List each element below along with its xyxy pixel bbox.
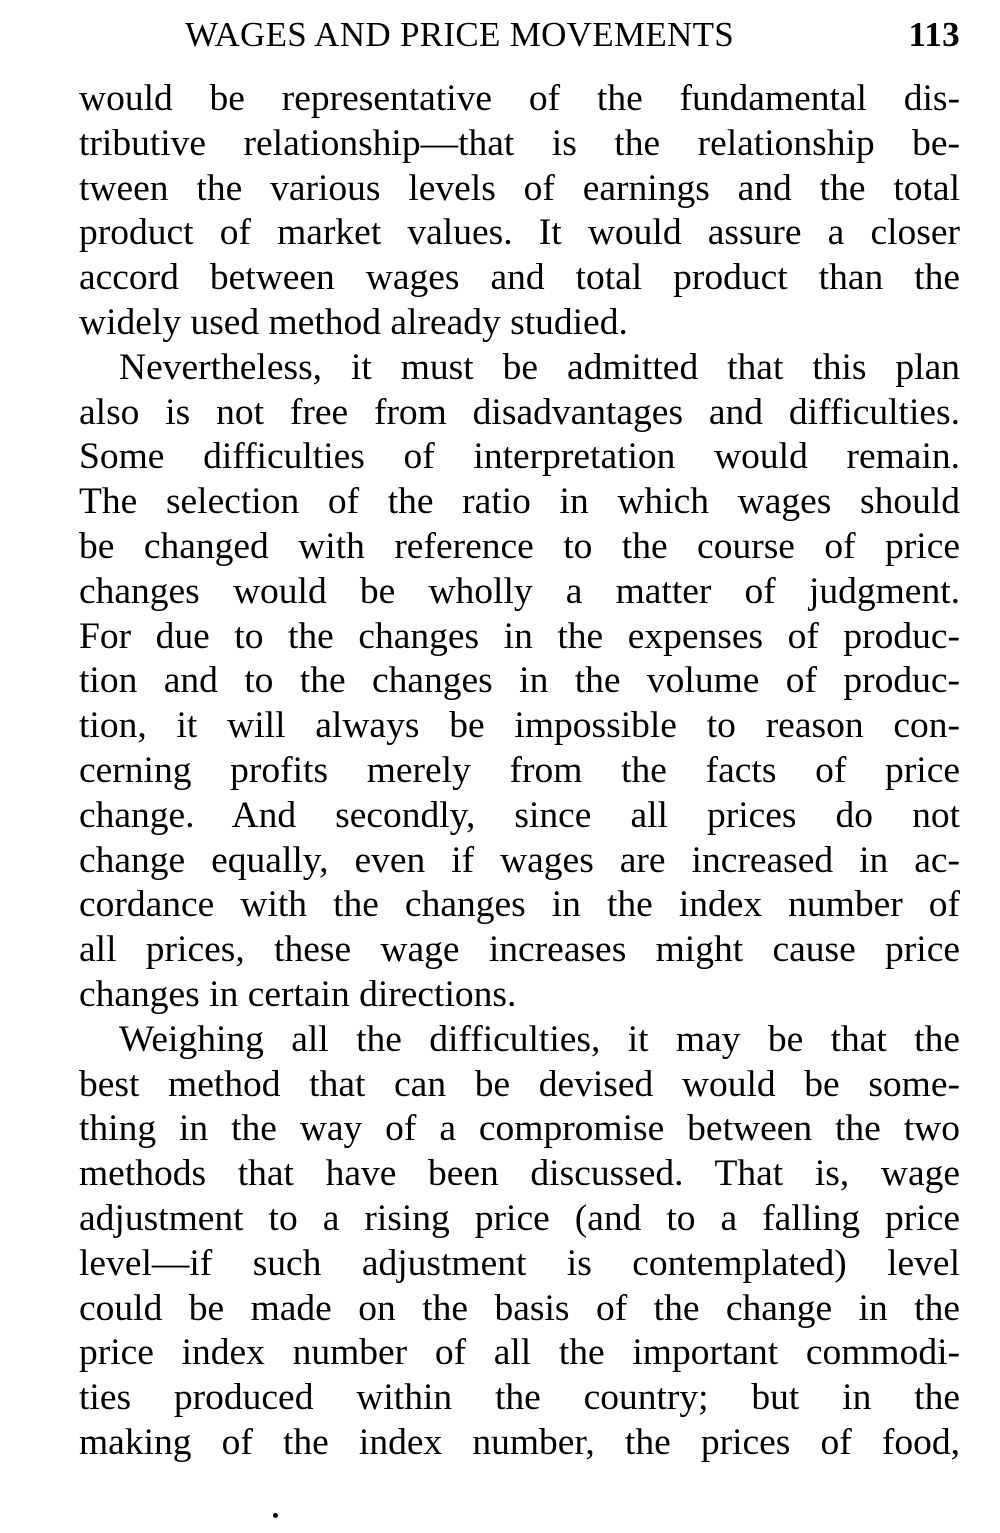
text-line: changes in certain directions. — [79, 973, 517, 1015]
scan-speck — [273, 1513, 278, 1518]
running-head — [185, 10, 960, 60]
text-line: cerning profits merely from the facts of price — [79, 749, 960, 791]
text-line: Nevertheless, it must be admitted that this plan — [119, 346, 960, 388]
text-line: be changed with reference to the course of price — [79, 525, 960, 567]
text-line: also is not free from disadvantages and difficulties. — [79, 391, 960, 433]
text-line: best method that can be devised would be some- — [79, 1063, 960, 1105]
text-line: For due to the changes in the expenses of produc- — [79, 615, 960, 657]
text-line: changes would be wholly a matter of judgment. — [79, 570, 960, 612]
paragraph-2 — [79, 346, 960, 1018]
text-line: tween the various levels of earnings and the total — [79, 167, 960, 209]
text-line: Weighing all the difficulties, it may be that the — [119, 1018, 960, 1060]
text-line: level—if such adjustment is contemplated) level — [79, 1242, 960, 1284]
paragraph-1 — [79, 77, 960, 346]
text-line: all prices, these wage increases might cause price — [79, 929, 960, 971]
text-line: adjustment to a rising price (and to a falling price — [79, 1197, 960, 1239]
text-line: making of the index number, the prices of food, — [79, 1421, 960, 1463]
text-line: change equally, even if wages are increased in ac- — [79, 839, 960, 881]
text-line: product of market values. It would assure a closer — [79, 212, 960, 254]
text-line: tributive relationship—that is the relationship be- — [79, 122, 960, 164]
page-number: 113 — [908, 15, 960, 54]
running-head-title: WAGES AND PRICE MOVEMENTS — [185, 15, 735, 54]
text-line: thing in the way of a compromise between the two — [79, 1108, 960, 1150]
text-line: price index number of all the important commodi- — [79, 1332, 960, 1374]
text-line: widely used method already studied. — [79, 301, 628, 343]
text-line: ties produced within the country; but in the — [79, 1377, 960, 1419]
text-line: change. And secondly, since all prices do not — [79, 794, 960, 836]
text-line: tion and to the changes in the volume of produc- — [79, 660, 960, 702]
text-line: would be representative of the fundamental dis- — [79, 78, 960, 119]
text-line: The selection of the ratio in which wages should — [79, 481, 960, 523]
text-line: cordance with the changes in the index number of — [79, 884, 960, 926]
text-line: Some difficulties of interpretation would remain. — [79, 436, 960, 478]
text-line: tion, it will always be impossible to reason con- — [79, 705, 960, 747]
text-line: accord between wages and total product than the — [79, 257, 960, 299]
paragraph-3 — [79, 1018, 960, 1466]
text-line: methods that have been discussed. That is, wage — [79, 1153, 960, 1195]
text-line: could be made on the basis of the change in the — [79, 1287, 960, 1329]
body-text — [79, 77, 960, 1466]
